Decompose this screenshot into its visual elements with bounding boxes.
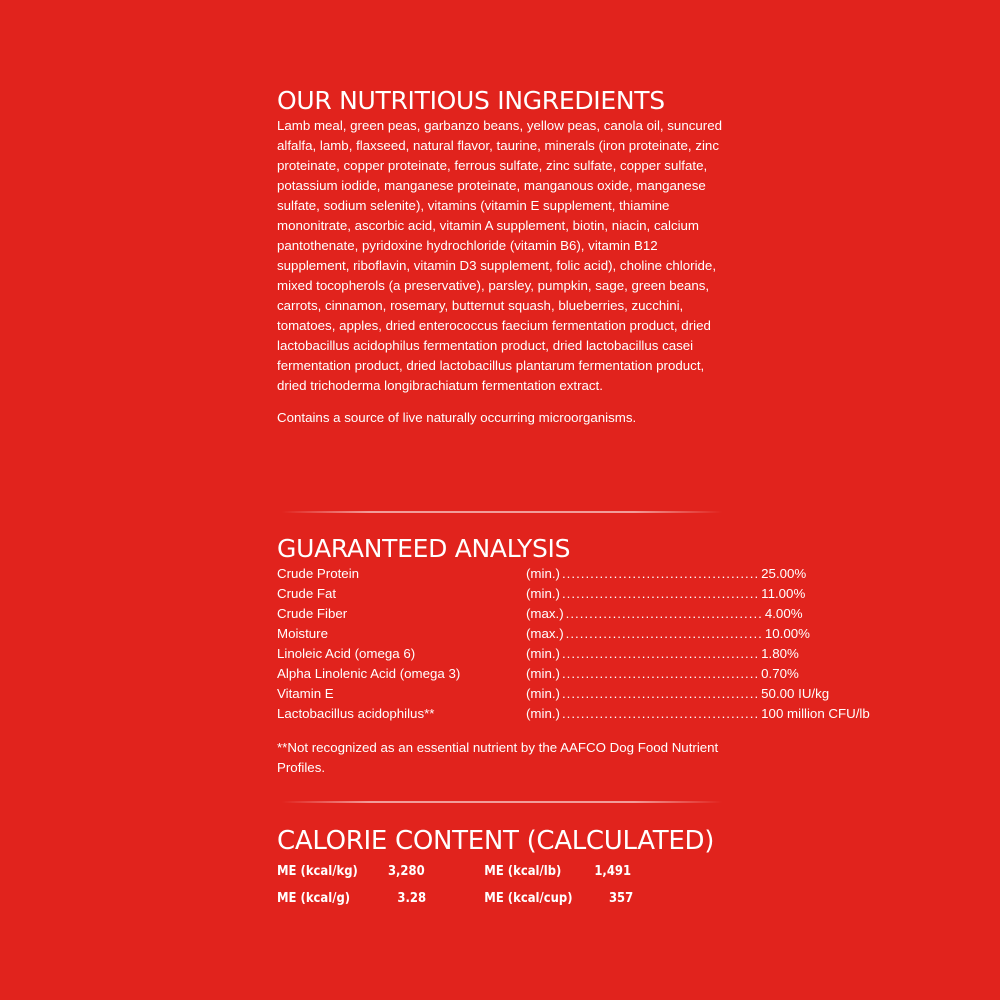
leader-dots: .......................................... xyxy=(561,706,760,721)
leader-dots: .......................................... xyxy=(565,626,763,641)
nutrient-value: 50.00 IU/kg xyxy=(761,686,830,701)
leader-dots: .......................................... xyxy=(565,606,763,621)
leader-dots: .......................................... xyxy=(561,686,760,701)
nutrient-value: 25.00% xyxy=(761,566,807,581)
nutrient-value: 100 million CFU/lb xyxy=(761,706,870,721)
nutrient-qualifier: (max.) xyxy=(526,606,564,621)
analysis-row xyxy=(277,564,807,584)
nutrient-qualifier: (max.) xyxy=(526,626,564,641)
analysis-row xyxy=(277,704,870,724)
nutrient-value: 4.00% xyxy=(764,606,803,621)
ingredients-section xyxy=(277,86,722,428)
me-kcal-g-value: 3.28 xyxy=(397,890,427,906)
calorie-grid xyxy=(277,859,660,919)
guaranteed-analysis-section xyxy=(277,534,870,778)
analysis-row xyxy=(277,664,799,684)
me-kcal-kg-value: 3,280 xyxy=(387,863,425,879)
nutrient-value: 1.80% xyxy=(761,646,799,661)
analysis-table xyxy=(277,564,870,724)
me-kcal-lb-value: 1,491 xyxy=(594,863,632,879)
nutrient-name: Crude Fat xyxy=(277,586,337,601)
leader-dots: .......................................... xyxy=(561,666,760,681)
ingredients-heading: OUR NUTRITIOUS INGREDIENTS xyxy=(277,86,665,115)
nutrient-name: Moisture xyxy=(277,626,328,641)
nutrient-value: 11.00% xyxy=(761,586,806,601)
nutrient-name: Crude Fiber xyxy=(277,606,348,621)
analysis-row xyxy=(277,684,830,704)
me-kcal-cup-value: 357 xyxy=(608,890,634,906)
nutrient-name: Linoleic Acid (omega 6) xyxy=(277,646,416,661)
leader-dots: .......................................... xyxy=(561,586,760,601)
nutrient-qualifier: (min.) xyxy=(526,686,560,701)
nutrient-name: Vitamin E xyxy=(277,686,334,701)
section-divider xyxy=(282,801,722,803)
microorganisms-note: Contains a source of live naturally occurring microorganisms. xyxy=(277,410,637,425)
calorie-heading: CALORIE CONTENT (CALCULATED) xyxy=(277,826,715,856)
me-kcal-cup-label: ME (kcal/cup) xyxy=(484,890,573,906)
nutrient-name: Lactobacillus acidophilus** xyxy=(277,706,435,721)
nutrient-qualifier: (min.) xyxy=(526,666,560,681)
nutrient-qualifier: (min.) xyxy=(526,646,560,661)
analysis-row xyxy=(277,604,803,624)
me-kcal-lb-label: ME (kcal/lb) xyxy=(484,863,562,879)
nutrient-qualifier: (min.) xyxy=(526,566,560,581)
aafco-footnote: **Not recognized as an essential nutrient by the AAFCO Dog Food Nutrient Profiles. xyxy=(277,740,719,775)
analysis-row xyxy=(277,584,806,604)
analysis-row xyxy=(277,644,799,664)
nutrient-qualifier: (min.) xyxy=(526,706,560,721)
analysis-heading: GUARANTEED ANALYSIS xyxy=(277,534,571,563)
nutrient-name: Crude Protein xyxy=(277,566,360,581)
calorie-content-section xyxy=(277,826,722,919)
nutrient-value: 0.70% xyxy=(761,666,799,681)
section-divider xyxy=(282,511,722,513)
nutrient-qualifier: (min.) xyxy=(526,586,560,601)
ingredients-text: Lamb meal, green peas, garbanzo beans, yellow peas, canola oil, suncured alfalfa, lamb, flaxseed, natural flavor, taurine, minerals (iron proteinate, zinc proteinate, copper proteinate, ferrous sulfate, zinc sulfate, copper sulfate, potassium iodide, manganese proteinate, manganous oxide, manganese sulfate, sodium selenite), vitamins (vitamin E supplement, thiamine mononitrate, ascorbic acid, vitamin A supplement, biotin, niacin, calcium pantothenate, pyridoxine hydrochloride (vitamin B6), vitamin B12 supplement, riboflavin, vitamin D3 supplement, folic acid), choline chloride, mixed tocopherols (a preservative), parsley, pumpkin, sage, green beans, carrots, cinnamon, rosemary, butternut squash, blueberries, zucchini, tomatoes, apples, dried enterococcus faecium fermentation product, dried lactobacillus acidophilus fermentation product, dried lactobacillus casei fermentation product, dried lactobacillus plantarum fermentation product, dried trichoderma longibrachiatum fermentation extract. xyxy=(277,118,722,393)
analysis-row xyxy=(277,624,810,644)
me-kcal-g-label: ME (kcal/g) xyxy=(277,890,351,906)
leader-dots: .......................................... xyxy=(561,566,760,581)
me-kcal-kg-label: ME (kcal/kg) xyxy=(277,863,358,879)
nutrient-name: Alpha Linolenic Acid (omega 3) xyxy=(277,666,461,681)
leader-dots: .......................................... xyxy=(561,646,760,661)
nutrient-value: 10.00% xyxy=(764,626,810,641)
